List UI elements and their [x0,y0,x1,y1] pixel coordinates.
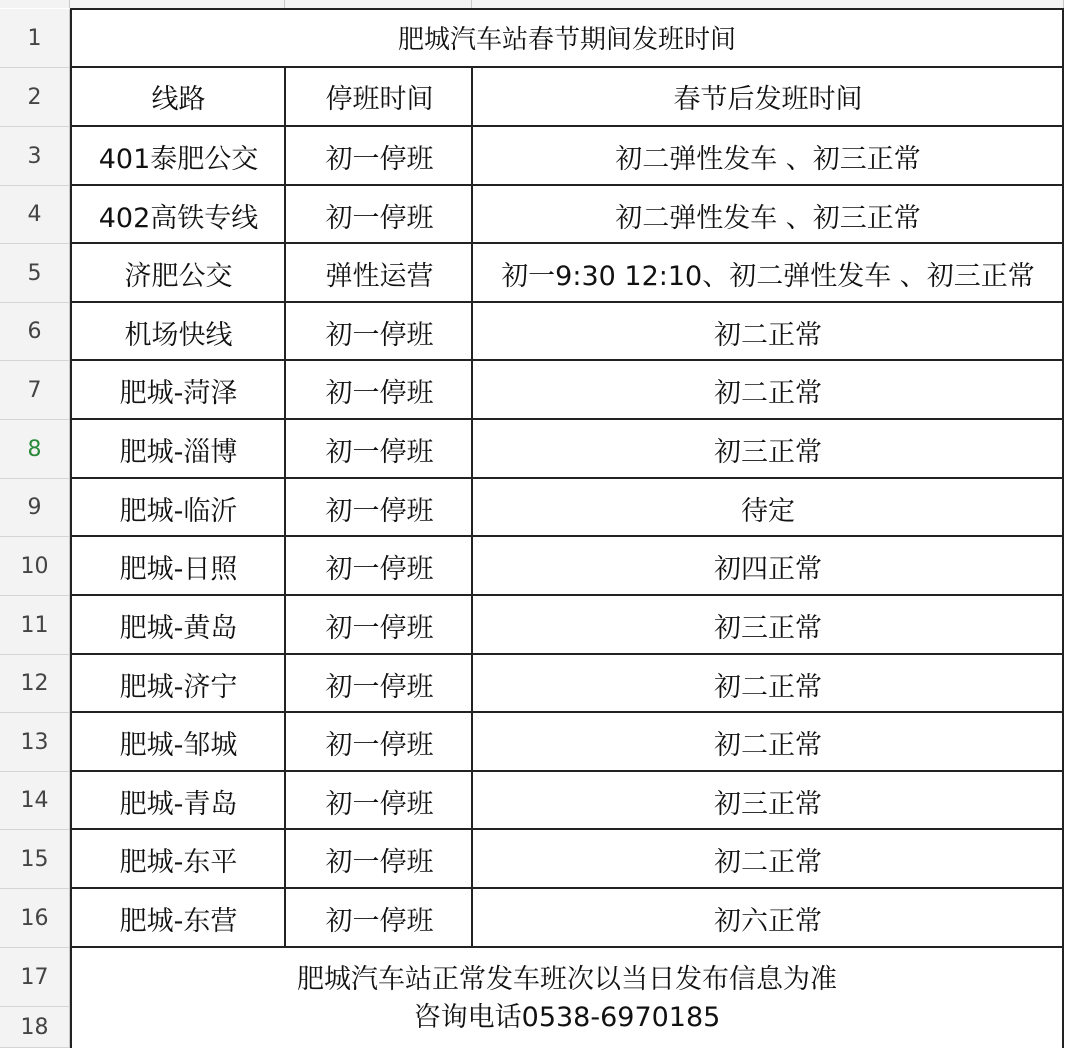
resume-time-cell[interactable]: 初二正常 [714,730,822,761]
resume-time-cell[interactable]: 初二弹性发车 、初三正常 [615,202,921,234]
route-cell[interactable]: 肥城-黄岛 [119,613,238,644]
stop-time-cell[interactable]: 初一停班 [325,554,434,585]
grid-line-horizontal [70,477,1064,479]
route-cell[interactable]: 402高铁专线 [98,202,259,234]
column-header-strip-b [70,0,285,8]
grid-line-horizontal [70,301,1064,303]
row-number[interactable]: 8 [0,420,70,479]
resume-time-cell[interactable]: 初二正常 [714,847,822,878]
footer-note-line2: 咨询电话0538-6970185 [413,1001,721,1033]
header-route[interactable]: 线路 [151,84,206,115]
stop-time-cell[interactable]: 初一停班 [325,495,434,527]
route-cell[interactable]: 肥城-邹城 [119,730,238,761]
column-header-strip-d [472,0,1064,8]
route-cell[interactable]: 肥城-青岛 [119,788,238,820]
stop-time-cell[interactable]: 初一停班 [325,144,434,175]
route-cell[interactable]: 济肥公交 [124,261,233,292]
grid-line-horizontal [70,887,1064,889]
column-header-strip-c [285,0,472,8]
row-number[interactable]: 11 [0,596,70,655]
grid-line-horizontal [70,828,1064,830]
grid-line-vertical [1062,8,1064,1048]
row-number[interactable]: 15 [0,830,70,889]
row-number[interactable]: 9 [0,479,70,537]
row-number[interactable]: 3 [0,127,70,186]
grid-line-vertical [70,8,72,1048]
resume-time-cell[interactable]: 初三正常 [714,788,822,820]
route-cell[interactable]: 肥城-淄博 [119,437,238,468]
grid-line-horizontal [70,535,1064,537]
row-number[interactable]: 12 [0,655,70,713]
row-number[interactable]: 10 [0,537,70,596]
row-number[interactable]: 6 [0,303,70,361]
row-number[interactable]: 2 [0,68,70,127]
column-header-strip-a [0,0,70,8]
stop-time-cell[interactable]: 弹性运营 [325,261,434,292]
grid-line-horizontal [70,594,1064,596]
resume-time-cell[interactable]: 初三正常 [714,437,822,468]
grid-line-horizontal [70,418,1064,420]
route-cell[interactable]: 肥城-东营 [119,906,238,937]
row-number[interactable]: 5 [0,244,70,303]
resume-time-cell[interactable]: 初六正常 [714,906,822,937]
grid-line-horizontal [70,946,1064,948]
grid-line-horizontal [70,711,1064,713]
stop-time-cell[interactable]: 初一停班 [325,437,434,468]
route-cell[interactable]: 肥城-济宁 [119,671,238,703]
route-cell[interactable]: 机场快线 [124,319,233,351]
resume-time-cell[interactable]: 初二正常 [714,671,822,703]
resume-time-cell[interactable]: 初二弹性发车 、初三正常 [615,144,921,175]
stop-time-cell[interactable]: 初一停班 [325,671,434,703]
stop-time-cell[interactable]: 初一停班 [325,613,434,644]
grid-line-horizontal [70,242,1064,244]
stop-time-cell[interactable]: 初一停班 [325,378,434,409]
grid-line-horizontal [70,184,1064,186]
resume-time-cell[interactable]: 初二正常 [714,319,822,351]
grid-line-horizontal [70,770,1064,772]
row-number[interactable]: 13 [0,713,70,772]
row-number[interactable]: 18 [0,1007,70,1048]
route-cell[interactable]: 肥城-菏泽 [119,378,238,409]
route-cell[interactable]: 401泰肥公交 [98,144,259,175]
grid-line-vertical [284,66,286,948]
header-stop-time[interactable]: 停班时间 [325,84,434,115]
footer-note-line1: 肥城汽车站正常发车班次以当日发布信息为准 [297,963,837,995]
row-number[interactable]: 14 [0,772,70,830]
row-number[interactable]: 1 [0,9,70,68]
grid-line-horizontal [70,653,1064,655]
stop-time-cell[interactable]: 初一停班 [325,788,434,820]
row-number[interactable]: 7 [0,361,70,420]
route-cell[interactable]: 肥城-东平 [119,847,238,878]
resume-time-cell[interactable]: 初三正常 [714,613,822,644]
stop-time-cell[interactable]: 初一停班 [325,202,434,234]
header-resume-time[interactable]: 春节后发班时间 [673,84,863,115]
resume-time-cell[interactable]: 初一9:30 12:10、初二弹性发车 、初三正常 [501,261,1035,292]
stop-time-cell[interactable]: 初一停班 [325,906,434,937]
resume-time-cell[interactable]: 待定 [741,495,795,527]
row-number[interactable]: 4 [0,186,70,244]
stop-time-cell[interactable]: 初一停班 [325,319,434,351]
resume-time-cell[interactable]: 初二正常 [714,378,822,409]
sheet-title-cell[interactable]: 肥城汽车站春节期间发班时间 [397,25,736,55]
resume-time-cell[interactable]: 初四正常 [714,554,822,585]
grid-line-vertical [471,66,473,948]
route-cell[interactable]: 肥城-临沂 [119,495,238,527]
grid-line-horizontal [70,359,1064,361]
stop-time-cell[interactable]: 初一停班 [325,730,434,761]
route-cell[interactable]: 肥城-日照 [119,554,238,585]
row-number[interactable]: 17 [0,948,70,1007]
grid-line-horizontal [70,125,1064,127]
footer-note-cell[interactable] [72,949,1062,1048]
row-number[interactable]: 16 [0,889,70,948]
grid-line-horizontal [70,8,1064,10]
stop-time-cell[interactable]: 初一停班 [325,847,434,878]
grid-line-horizontal [70,66,1064,68]
